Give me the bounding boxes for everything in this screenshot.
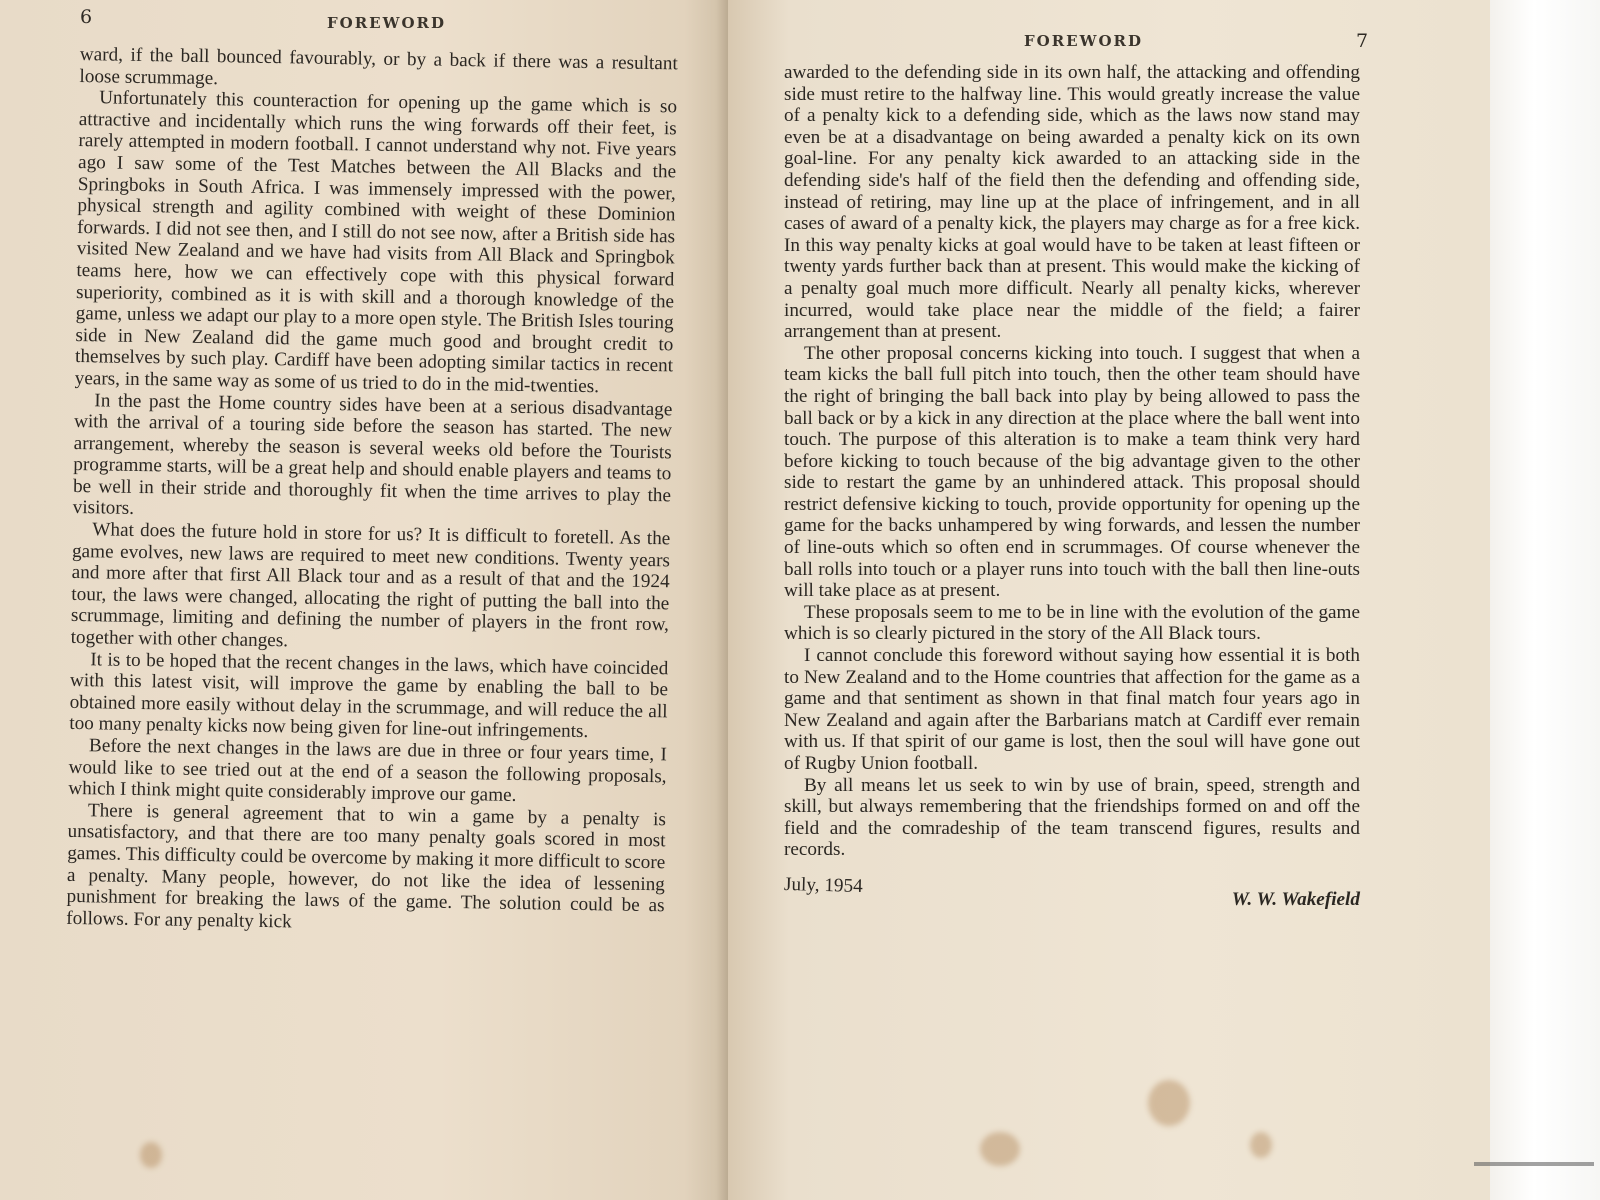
author-signature: W. W. Wakefield <box>1231 888 1360 910</box>
paragraph: awarded to the defending side in its own half, the attacking and offending side must retire to the halfway line. This would greatly increase the value of a penalty kick to a defending side, which as the laws now stand may even be at a disadvantage on being awarded a penalty kick on its own goal-line. For any penalty kick awarded to an attacking side in the defending side's half of the field then the defending and offending side, instead of retiring, may line up at the place of infringement, and in all cases of award of a penalty kick, the players may charge as for a free kick. In this way penalty kicks at goal would have to be taken at least fifteen or twenty yards further back than at present. This would make the kicking of a penalty goal much more difficult. Nearly all penalty kicks, wherever incurred, would take place near the middle of the field; a fairer arrangement than at present. <box>784 62 1360 343</box>
paragraph: Before the next changes in the laws are due in three or four years time, I would like to see tried out at the end of a season the following proposals, which I think might quite considerably improve our game. <box>68 735 668 807</box>
paragraph: In the past the Home country sides have been at a serious disadvantage with the arrival of a touring side before the season has started. The new arrangement, whereby the season is several weeks old before the Tourists programme starts, will be a great help and should enable players and teams to be well in their stride and thoroughly fit when the time arrives to play the visitors. <box>72 389 673 520</box>
paragraph: Unfortunately this counteraction for opening up the game which is so attractive and incidentally which runs the wing forwards off their feet, is rarely attempted in modern football. I cannot understand why not. Five years ago I saw some of the Test Matches between the All Blacks and the Springboks in South Africa. I was immensely impressed with the power, physical strength and agility combined with weight of these Dominion forwards. I did not see then, and I still do not see now, after a British side has visited New Zealand and we have had visits from All Black and Springbok teams here, how we can effectively cope with this physical forward superiority, combined as it is with skill and a thorough knowledge of the game, unless we adapt our play to a more open style. The British Isles touring side in New Zealand did the game much good and brought credit to themselves by such play. Cardiff have been adopting similar tactics in recent years, in the same way as some of us tried to do in the mid-twenties. <box>74 87 678 398</box>
shadow-line <box>1474 1162 1594 1166</box>
paragraph: By all means let us seek to win by use of brain, speed, strength and skill, but always remembering that the friendships formed on and off the field and the comradeship of the team transcend figures, results and records. <box>784 774 1360 861</box>
stain-mark <box>140 1142 162 1168</box>
running-head-right: FOREWORD <box>1024 32 1144 50</box>
paragraph: ward, if the ball bounced favourably, or by a back if there was a resultant loose scrummage. <box>79 44 678 89</box>
page-number-left: 6 <box>80 6 93 28</box>
paragraph: There is general agreement that to win a game by a penalty is unsatisfactory, and that there are too many penalty goals scored in most games. This difficulty could be overcome by making it more difficult to score a penalty. Many people, however, do not like the idea of lessening punishment for breaking the laws of the game. The solution could be as follows. For any penalty kick <box>66 800 667 933</box>
stain-mark <box>1148 1080 1190 1126</box>
right-page <box>728 0 1490 1200</box>
paragraph: These proposals seem to me to be in line with the evolution of the game which is so clearly pictured in the story of the All Black tours. <box>784 601 1360 645</box>
paragraph: What does the future hold in store for us? It is difficult to foretell. As the game evolves, new laws are required to meet new conditions. Twenty years and more after that first All Black tour and as a result of that and the 1924 tour, the laws were changed, allocating the right of putting the ball into the scrummage, limiting and defining the number of players in the front row, together with other changes. <box>70 519 671 652</box>
running-head-left: FOREWORD <box>327 14 447 32</box>
left-page-body <box>66 44 678 939</box>
background-edge <box>1490 0 1600 1200</box>
left-page <box>0 0 728 1200</box>
stain-mark <box>1250 1132 1272 1158</box>
signature-block <box>783 873 1360 910</box>
paragraph: I cannot conclude this foreword without saying how essential it is both to New Zealand and to the Home countries that affection for the game as a game and that sentiment as shown in that final match four years ago in New Zealand and again after the Barbarians match at Cardiff ever remain with us. If that spirit of our game is lost, then the soul will have gone out of Rugby Union football. <box>784 645 1360 774</box>
foreword-date: July, 1954 <box>783 873 863 897</box>
right-page-body <box>783 62 1360 910</box>
stain-mark <box>980 1132 1020 1166</box>
page-number-right: 7 <box>1356 30 1369 52</box>
paragraph: It is to be hoped that the recent changes in the laws, which have coincided with this latest visit, will improve the game by enabling the ball to be obtained more easily without delay in the scrummage, and will reduce the all too many penalty kicks now being given for line-out infringements. <box>69 648 669 743</box>
paragraph: The other proposal concerns kicking into touch. I suggest that when a team kicks the ball full pitch into touch, then the other team should have the right of bringing the ball back into play by being allowed to pass the ball back or by a kick in any direction at the place where the ball went into touch. The purpose of this alteration is to make a team think very hard before kicking to touch because of the big advantage given to the other side to restart the game by an unhindered attack. This proposal should restrict defensive kicking to touch, provide opportunity for opening up the game for the backs unhampered by wing forwards, and lessen the number of line-outs which so often end in scrummages. Of course whenever the ball rolls into touch or a player runs into touch with the ball then line-outs will take place as at present. <box>784 342 1360 602</box>
